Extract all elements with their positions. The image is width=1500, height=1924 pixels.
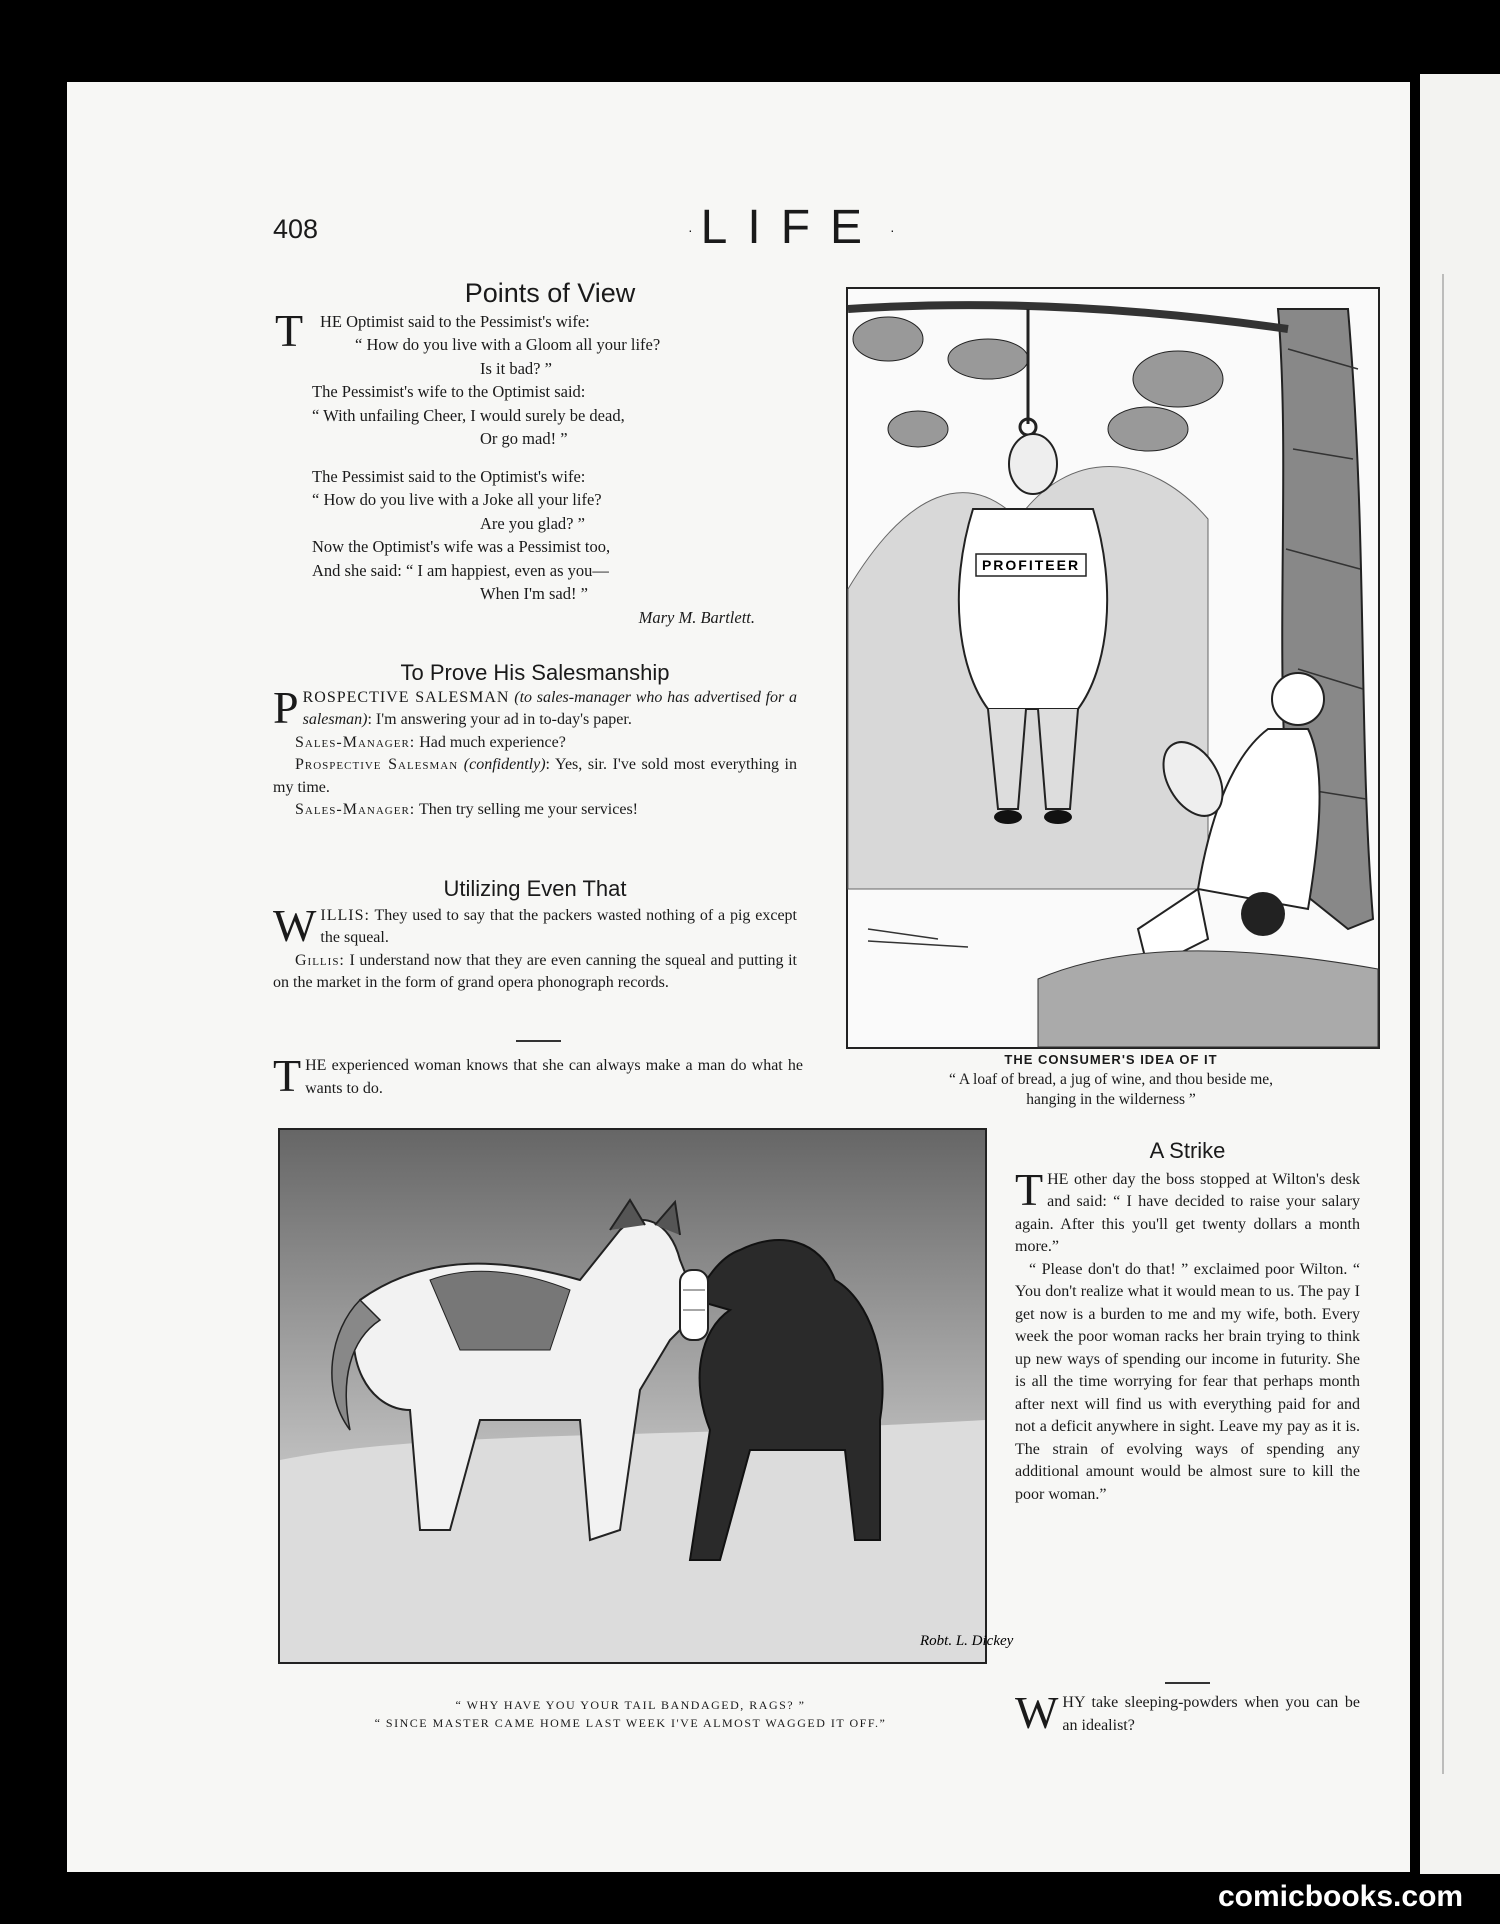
verse-line: Is it bad? ” (480, 358, 552, 378)
page-number: 408 (273, 214, 319, 244)
verse-line: Or go mad! ” (480, 429, 568, 448)
paragraph: Gillis: I understand now that they are even canning the squeal and putting it on the market in the form of grand opera phonograph records. (273, 951, 798, 991)
article-title: To Prove His Salesmanship (400, 660, 670, 685)
divider (516, 1040, 561, 1042)
paragraph: Sales-Manager: Then try selling me your services! (295, 801, 638, 818)
caption-line: hanging in the wilderness ” (1026, 1091, 1196, 1108)
strike-article (1015, 1140, 1360, 1506)
verse-line: Are you glad? ” (480, 513, 585, 533)
verse-line: The Pessimist's wife to the Optimist said: (312, 382, 586, 401)
dogs-caption (278, 1696, 983, 1732)
paragraph: Prospective Salesman (confidently): Yes, sir. I've sold most everything in my time. (273, 756, 797, 796)
dogs-drawing (280, 1130, 1014, 1662)
adjacent-page-edge (1420, 74, 1500, 1874)
artist-signature: Robt. L. Dickey (920, 1633, 1014, 1649)
verse-line: T HE Optimist said to the Pessimist's wife: (275, 304, 590, 356)
idealist-item: WHY take sleeping-powders when you can be an idealist? (1015, 1687, 1360, 1738)
salesmanship-article (273, 662, 797, 822)
verse-line: “ With unfailing Cheer, I would surely be dead, (312, 405, 625, 425)
paragraph: “ Please don't do that! ” exclaimed poor Wilton. “ You don't realize what it would mean to us. The pay I get now is a burden to me and my wife, both. Every week the poor woman racks her brain trying to think up new ways of spending our income in futurity. She is all the time worrying for fear that perhaps month after next will find us with everything paid for and not a deficit anywhere in sight. Leave my pay as it is. The strain of evolving ways of spending any additional amount would be almost sure to kill the poor woman.” (1015, 1260, 1360, 1503)
article-title: Points of View (464, 278, 636, 308)
cartoon-caption (846, 1050, 1376, 1110)
caption-line: “ WHY HAVE YOU YOUR TAIL BANDAGED, RAGS? ” (455, 1698, 806, 1712)
verse-line: The Pessimist said to the Optimist's wife: (312, 466, 586, 486)
paragraph: THE other day the boss stopped at Wilton's desk and said: “ I have decided to raise your salary again. After this you'll get twenty dollars a month more.” (1015, 1163, 1360, 1255)
paragraph: PROSPECTIVE SALESMAN (to sales-manager who has advertised for a salesman): I'm answering your ad in to-day's paper. (273, 681, 797, 733)
site-watermark: comicbooks.com (1218, 1880, 1464, 1913)
profiteer-sign: PROFITEER (981, 557, 1081, 573)
caption-line: “ SINCE MASTER CAME HOME LAST WEEK I'VE ALMOST WAGGED IT OFF.” (374, 1716, 887, 1730)
points-of-view-article (275, 278, 805, 629)
profiteer-cartoon (846, 287, 1380, 1049)
verse-line: And she said: “ I am happiest, even as you— (312, 560, 609, 580)
masthead-title: LIFE (700, 201, 883, 254)
verse-line: “ How do you live with a Joke all your life? (312, 490, 602, 509)
verse-line: Now the Optimist's wife was a Pessimist too, (312, 537, 611, 556)
article-title: Utilizing Even That (443, 876, 627, 901)
experienced-woman-item: THE experienced woman knows that she can always make a man do what he wants to do. (273, 1050, 803, 1101)
caption-line: “ A loaf of bread, a jug of wine, and thou beside me, (948, 1071, 1274, 1088)
masthead: · LIFE · (688, 201, 895, 254)
cartoon-drawing (848, 289, 1378, 1047)
paragraph: WILLIS: They used to say that the packers wasted nothing of a pig except the squeal. (273, 899, 797, 951)
article-title: A Strike (1149, 1138, 1226, 1163)
verse-line: “ How do you live with a Gloom all your life? (355, 335, 661, 354)
dogs-illustration (278, 1128, 1014, 1664)
paragraph: Sales-Manager: Had much experience? (295, 733, 566, 751)
caption-title: THE CONSUMER'S IDEA OF IT (1004, 1052, 1218, 1067)
utilizing-article (273, 878, 797, 995)
author-credit: Mary M. Bartlett. (638, 607, 755, 627)
divider (1165, 1682, 1210, 1684)
verse-line: When I'm sad! ” (480, 584, 588, 603)
